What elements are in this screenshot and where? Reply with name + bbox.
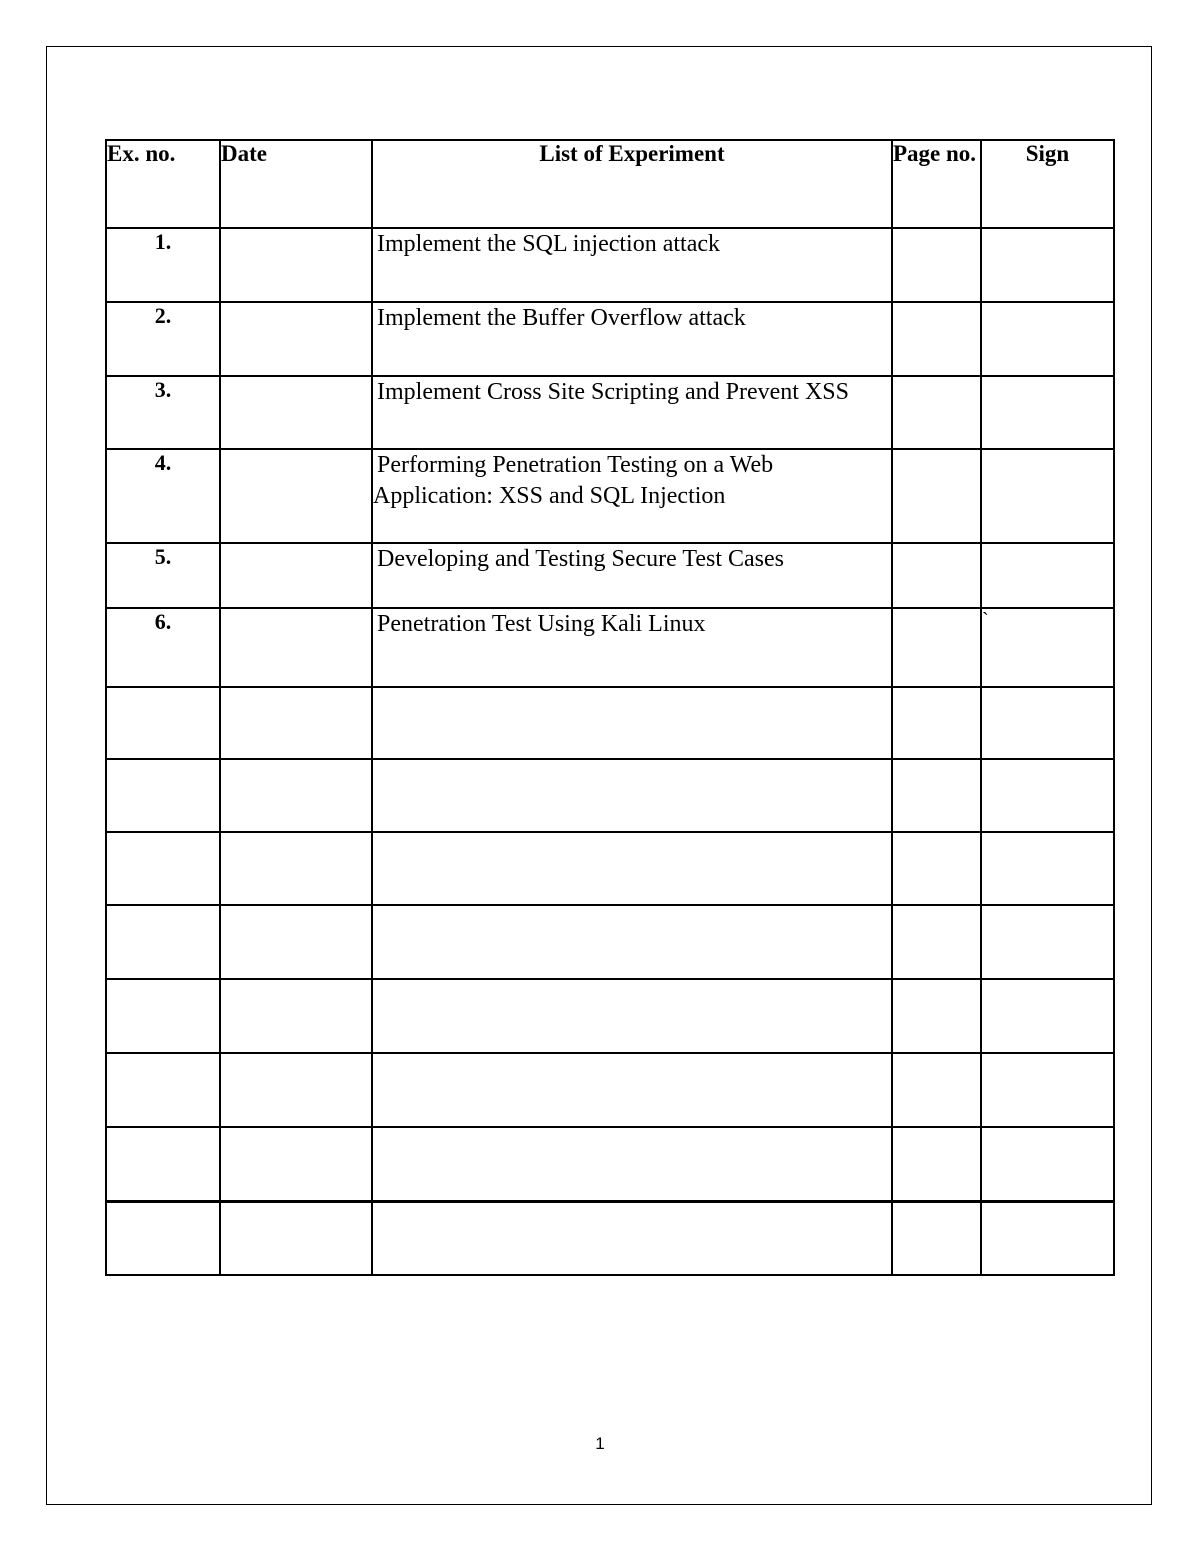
date-cell [220,759,372,832]
date-cell [220,228,372,302]
sign-cell [981,1127,1114,1201]
header-date: Date [220,140,372,228]
ex-no-cell: 3. [106,376,220,449]
experiment-title: Implement the Buffer Overflow attack [377,305,746,331]
ex-no-cell: 4. [106,449,220,543]
sign-cell [981,302,1114,376]
experiment-title-cell [372,449,892,543]
empty-table-row [106,1201,1114,1275]
sign-cell [981,979,1114,1053]
empty-table-row [106,687,1114,759]
experiment-title-cell [372,1201,892,1275]
header-ex-no: Ex. no. [106,140,220,228]
experiment-title-cell [372,979,892,1053]
table-row [106,228,1114,302]
experiment-title-cell [372,759,892,832]
date-cell [220,1127,372,1201]
experiment-table [105,139,1115,1276]
ex-no-cell: 6. [106,608,220,687]
empty-table-row [106,1127,1114,1201]
experiment-title: Penetration Test Using Kali Linux [377,611,706,637]
sign-cell [981,376,1114,449]
experiment-title-cell [372,1053,892,1127]
experiment-title: Implement the SQL injection attack [377,231,721,257]
experiment-title: Performing Penetration Testing on a Web Application: XSS and SQL Injection [373,452,774,509]
date-cell [220,687,372,759]
date-cell [220,608,372,687]
ex-no-cell [106,832,220,905]
experiment-title-cell [372,376,892,449]
experiment-title: Developing and Testing Secure Test Cases [377,546,785,572]
sign-cell [981,449,1114,543]
experiment-title-cell [372,228,892,302]
date-cell [220,979,372,1053]
date-cell [220,449,372,543]
page-no-cell [892,759,981,832]
date-cell [220,376,372,449]
ex-no-cell [106,1053,220,1127]
empty-table-row [106,979,1114,1053]
date-cell [220,543,372,608]
ex-no-cell: 1. [106,228,220,302]
table-row [106,376,1114,449]
empty-table-row [106,1053,1114,1127]
experiment-title-cell [372,905,892,979]
page-no-cell [892,832,981,905]
experiment-title-cell [372,1127,892,1201]
ex-no-cell [106,759,220,832]
sign-cell [981,228,1114,302]
page-no-cell [892,376,981,449]
table-row [106,608,1114,687]
header-list-of-experiment: List of Experiment [372,140,892,228]
sign-cell [981,905,1114,979]
table-row [106,302,1114,376]
ex-no-cell [106,979,220,1053]
page-no-cell [892,687,981,759]
header-sign: Sign [981,140,1114,228]
date-cell [220,302,372,376]
experiment-title-cell [372,543,892,608]
page-no-cell [892,543,981,608]
experiment-title-cell [372,832,892,905]
ex-no-cell: 2. [106,302,220,376]
sign-cell [981,543,1114,608]
experiment-title-cell [372,302,892,376]
ex-no-cell [106,1127,220,1201]
page-no-cell [892,449,981,543]
date-cell [220,905,372,979]
page-no-cell [892,1201,981,1275]
empty-table-row [106,905,1114,979]
page-no-cell [892,608,981,687]
table-row [106,543,1114,608]
date-cell [220,1201,372,1275]
page-number: 1 [595,1434,605,1453]
page-no-cell [892,1127,981,1201]
ex-no-cell [106,905,220,979]
table-row [106,449,1114,543]
table-header-row [106,140,1114,228]
ex-no-cell: 5. [106,543,220,608]
experiment-title: Implement Cross Site Scripting and Prevent XSS [377,379,849,405]
page-no-cell [892,1053,981,1127]
sign-cell [981,687,1114,759]
page-no-cell [892,979,981,1053]
ex-no-cell [106,1201,220,1275]
date-cell [220,832,372,905]
empty-table-row [106,832,1114,905]
header-page-no: Page no. [892,140,981,228]
sign-cell [981,759,1114,832]
experiment-title-cell [372,687,892,759]
page-no-cell [892,905,981,979]
ex-no-cell [106,687,220,759]
sign-cell [981,832,1114,905]
sign-cell: ` [981,608,1114,687]
date-cell [220,1053,372,1127]
page-no-cell [892,302,981,376]
sign-cell [981,1053,1114,1127]
experiment-title-cell [372,608,892,687]
empty-table-row [106,759,1114,832]
page-no-cell [892,228,981,302]
sign-cell [981,1201,1114,1275]
